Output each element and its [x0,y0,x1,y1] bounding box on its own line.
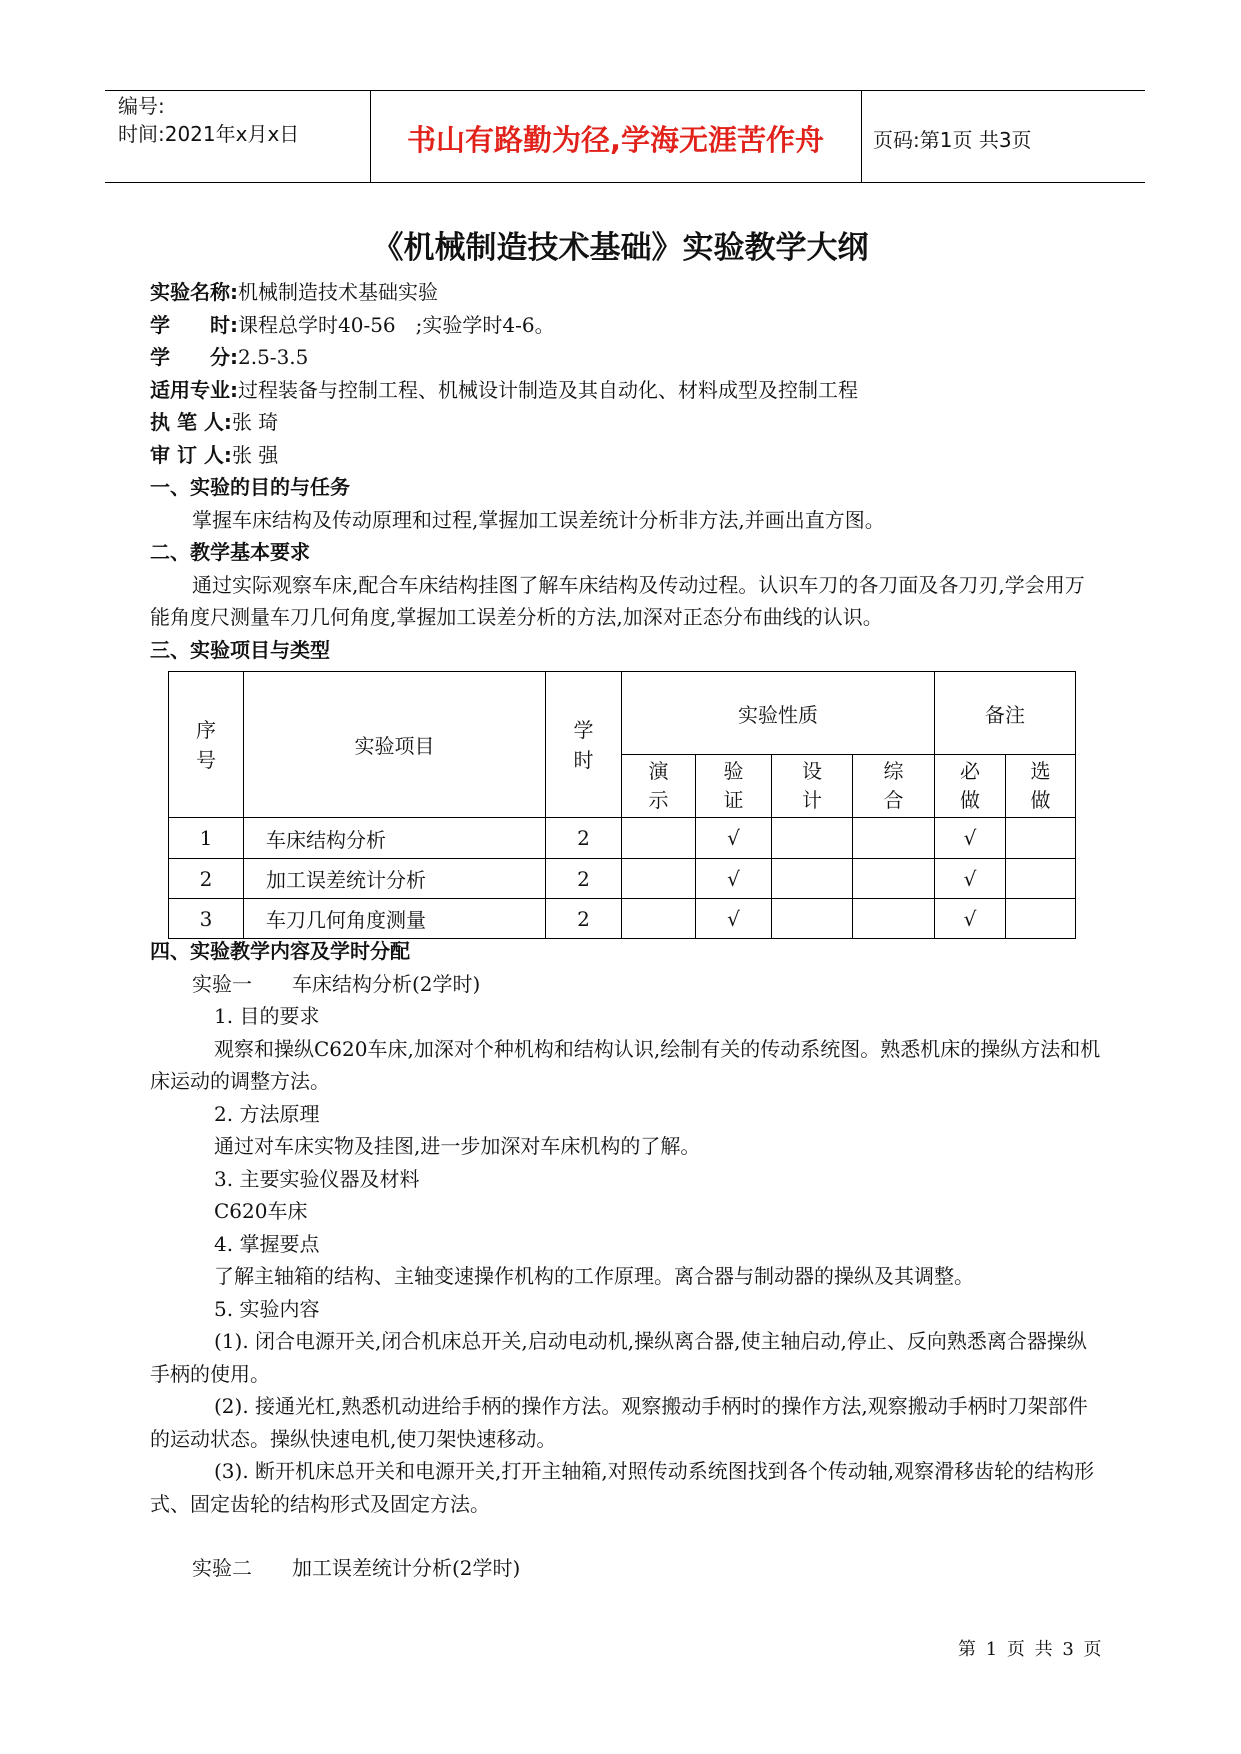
row-design [772,818,853,859]
row-comprehensive [853,859,935,899]
row-no: 2 [169,859,244,899]
header-remark: 备注 [935,672,1076,755]
exp1-p2-head: 2. 方法原理 [214,1101,320,1126]
header-top-rule [105,90,1145,91]
exp1-p3-head: 3. 主要实验仪器及材料 [214,1166,420,1191]
row-item: 车床结构分析 [244,818,546,859]
sub-design: 设计 [772,755,853,818]
row-verify: √ [696,899,772,939]
section-3-title: 三、实验项目与类型 [150,637,330,662]
row-optional [1006,818,1076,859]
header-motto: 书山有路勤为径,学海无涯苦作舟 [406,123,825,157]
row-optional [1006,859,1076,899]
exp1-p4-text: 了解主轴箱的结构、主轴变速操作机构的工作原理。离合器与制动器的操纵及其调整。 [214,1264,974,1288]
row-no: 1 [169,818,244,859]
info-credits: 学 分:2.5-3.5 [150,345,309,369]
header-bottom-rule [105,182,1145,183]
number-label: 编号: [118,94,165,118]
exp1-p4-head: 4. 掌握要点 [214,1231,320,1256]
header-divider-right [861,90,862,183]
row-design [772,899,853,939]
header-nature: 实验性质 [622,672,935,755]
row-verify: √ [696,859,772,899]
exp2-title: 实验二 加工误差统计分析(2学时) [192,1556,521,1580]
exp1-p1-head: 1. 目的要求 [214,1004,320,1028]
exp1-p2-text: 通过对车床实物及挂图,进一步加深对车床机构的了解。 [214,1134,701,1158]
exp1-p3-text: C620车床 [214,1199,308,1223]
document-body [150,276,1102,666]
header-meta [118,92,299,148]
header-page-label: 页码:第1页 共3页 [873,128,1032,152]
info-majors: 适用专业:过程装备与控制工程、机械设计制造及其自动化、材料成型及控制工程 [150,377,858,402]
section-4-title: 四、实验教学内容及学时分配 [150,939,410,963]
exp1-content-2: (2). 接通光杠,熟悉机动进给手柄的操作方法。观察搬动手柄时的操作方法,观察搬动手柄时刀架部件的运动状态。操纵快速电机,使刀架快速移动。 [150,1394,1088,1451]
section-1-title: 一、实验的目的与任务 [150,475,350,499]
section-2-title: 二、教学基本要求 [150,540,310,564]
sub-comprehensive: 综合 [853,755,935,818]
header-item: 实验项目 [244,672,546,818]
row-required: √ [935,859,1006,899]
exp1-title: 实验一 车床结构分析(2学时) [192,971,481,996]
sub-required: 必做 [935,755,1006,818]
row-item: 车刀几何角度测量 [244,899,546,939]
row-comprehensive [853,899,935,939]
header-no: 序号 [169,672,244,818]
exp1-content-3: (3). 断开机床总开关和电源开关,打开主轴箱,对照传动系统图找到各个传动轴,观察滑移齿轮的结构形式、固定齿轮的结构形式及固定方法。 [150,1459,1095,1516]
row-optional [1006,899,1076,939]
table-row [169,818,1076,859]
sub-demo: 演示 [622,755,696,818]
spacer [150,1520,1102,1552]
info-reviewer: 审 订 人:张 强 [150,442,279,467]
exp1-p1-text: 观察和操纵C620车床,加深对个种机构和结构认识,绘制有关的传动系统图。熟悉机床的操纵方法和机床运动的调整方法。 [150,1036,1101,1093]
row-hours: 2 [546,899,622,939]
row-comprehensive [853,818,935,859]
time-label: 时间:2021年x月x日 [118,122,300,146]
section-1-text: 掌握车床结构及传动原理和过程,掌握加工误差统计分析非方法,并画出直方图。 [192,507,885,532]
info-course-name: 实验名称:机械制造技术基础实验 [150,280,438,304]
info-author: 执 笔 人:张 琦 [150,410,279,434]
row-required: √ [935,818,1006,859]
experiment-table [168,671,1076,939]
exp1-content-1: (1). 闭合电源开关,闭合机床总开关,启动电动机,操纵离合器,使主轴启动,停止、反向熟悉离合器操纵手柄的使用。 [150,1329,1087,1386]
row-hours: 2 [546,818,622,859]
row-no: 3 [169,899,244,939]
row-required: √ [935,899,1006,939]
table-row [169,859,1076,899]
row-item: 加工误差统计分析 [244,859,546,899]
document-body-2 [150,935,1102,1585]
row-demo [622,818,696,859]
row-verify: √ [696,818,772,859]
exp1-p5-head: 5. 实验内容 [214,1296,320,1321]
section-2-text: 通过实际观察车床,配合车床结构挂图了解车床结构及传动过程。认识车刀的各刀面及各刀刃,学会用万能角度尺测量车刀几何角度,掌握加工误差分析的方法,加深对正态分布曲线的认识。 [150,572,1085,629]
table-row [169,899,1076,939]
document-title: 《机械制造技术基础》实验教学大纲 [372,230,869,266]
sub-verify: 验证 [696,755,772,818]
row-demo [622,859,696,899]
row-hours: 2 [546,859,622,899]
row-demo [622,899,696,939]
info-hours: 学 时:课程总学时40-56 ;实验学时4-6。 [150,312,555,337]
row-design [772,859,853,899]
page-footer: 第 1 页 共 3 页 [958,1639,1104,1660]
sub-optional: 选做 [1006,755,1076,818]
header-hours: 学时 [546,672,622,818]
